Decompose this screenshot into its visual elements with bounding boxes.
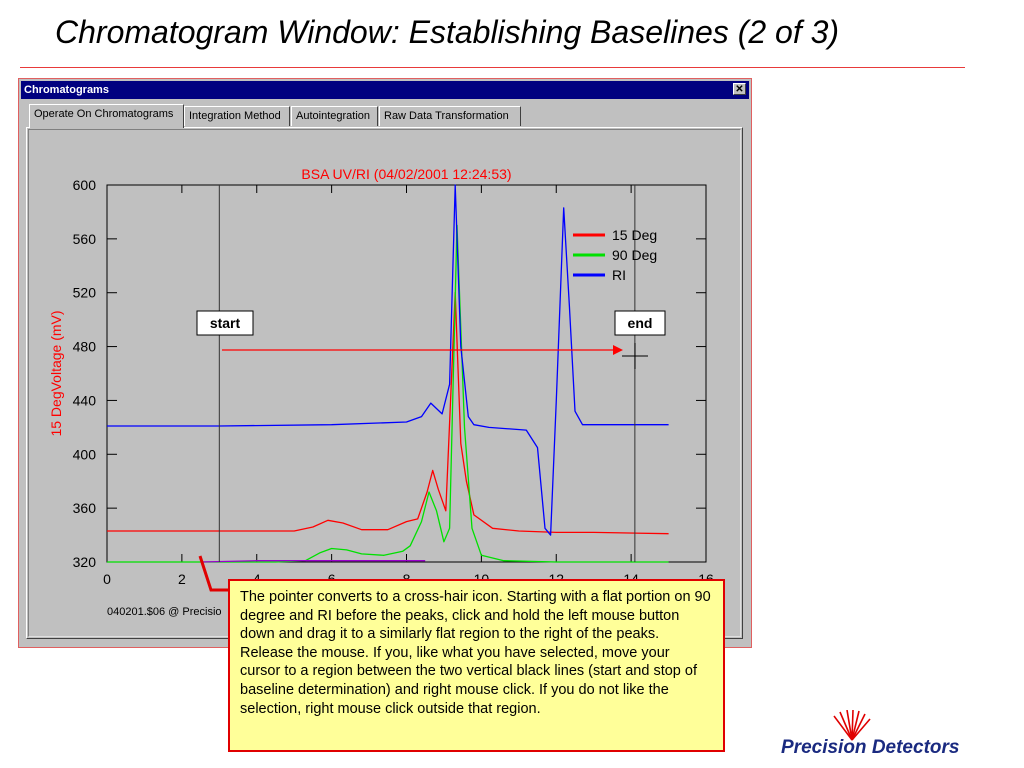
y-tick-label: 320 xyxy=(72,554,96,570)
tab-autointegration[interactable]: Autointegration xyxy=(291,106,378,126)
start-label: start xyxy=(209,315,241,331)
slide-title: Chromatogram Window: Establishing Baselines (2 of 3) xyxy=(55,14,840,50)
chart-title: BSA UV/RI (04/02/2001 12:24:53) xyxy=(301,166,512,182)
tab-integration-method[interactable]: Integration Method xyxy=(184,106,290,126)
tab-operate-on-chromatograms[interactable]: Operate On Chromatograms xyxy=(29,104,184,128)
y-tick-label: 560 xyxy=(72,230,96,247)
x-tick-label: 0 xyxy=(103,571,111,587)
window-title: Chromatograms xyxy=(24,84,109,96)
legend-label: 90 Deg xyxy=(612,247,658,263)
y-tick-label: 400 xyxy=(72,446,96,463)
status-text: 040201.$06 @ Precisio xyxy=(107,606,222,618)
legend-label: RI xyxy=(612,267,626,283)
legend-label: 15 Deg xyxy=(612,227,658,243)
callout-text: The pointer converts to a cross-hair icon. Starting with a flat portion on 90 degree and RI before the peaks, click and hold the left mouse button down and drag it to a similarly flat region to the right of the peaks. Release the mouse. If you, like what you have selected, move your cursor to a region between the two vertical black lines (start and stop of baseline determination) and right mouse click. If you do not like the selection, right mouse click outside that region. xyxy=(240,589,711,717)
logo-text: Precision Detectors xyxy=(781,737,960,758)
callout-note xyxy=(228,579,725,752)
y-tick-label: 520 xyxy=(72,284,96,301)
end-label: end xyxy=(627,315,653,331)
y-tick-label: 600 xyxy=(72,177,96,193)
y-tick-label: 440 xyxy=(72,392,96,409)
y-axis-label: 15 DegVoltage (mV) xyxy=(48,310,64,437)
y-tick-label: 360 xyxy=(72,500,96,517)
tab-raw-data-transformation[interactable]: Raw Data Transformation xyxy=(379,106,521,126)
close-icon[interactable]: ✕ xyxy=(733,83,746,95)
x-tick-label: 2 xyxy=(177,571,186,587)
y-tick-label: 480 xyxy=(72,338,96,355)
